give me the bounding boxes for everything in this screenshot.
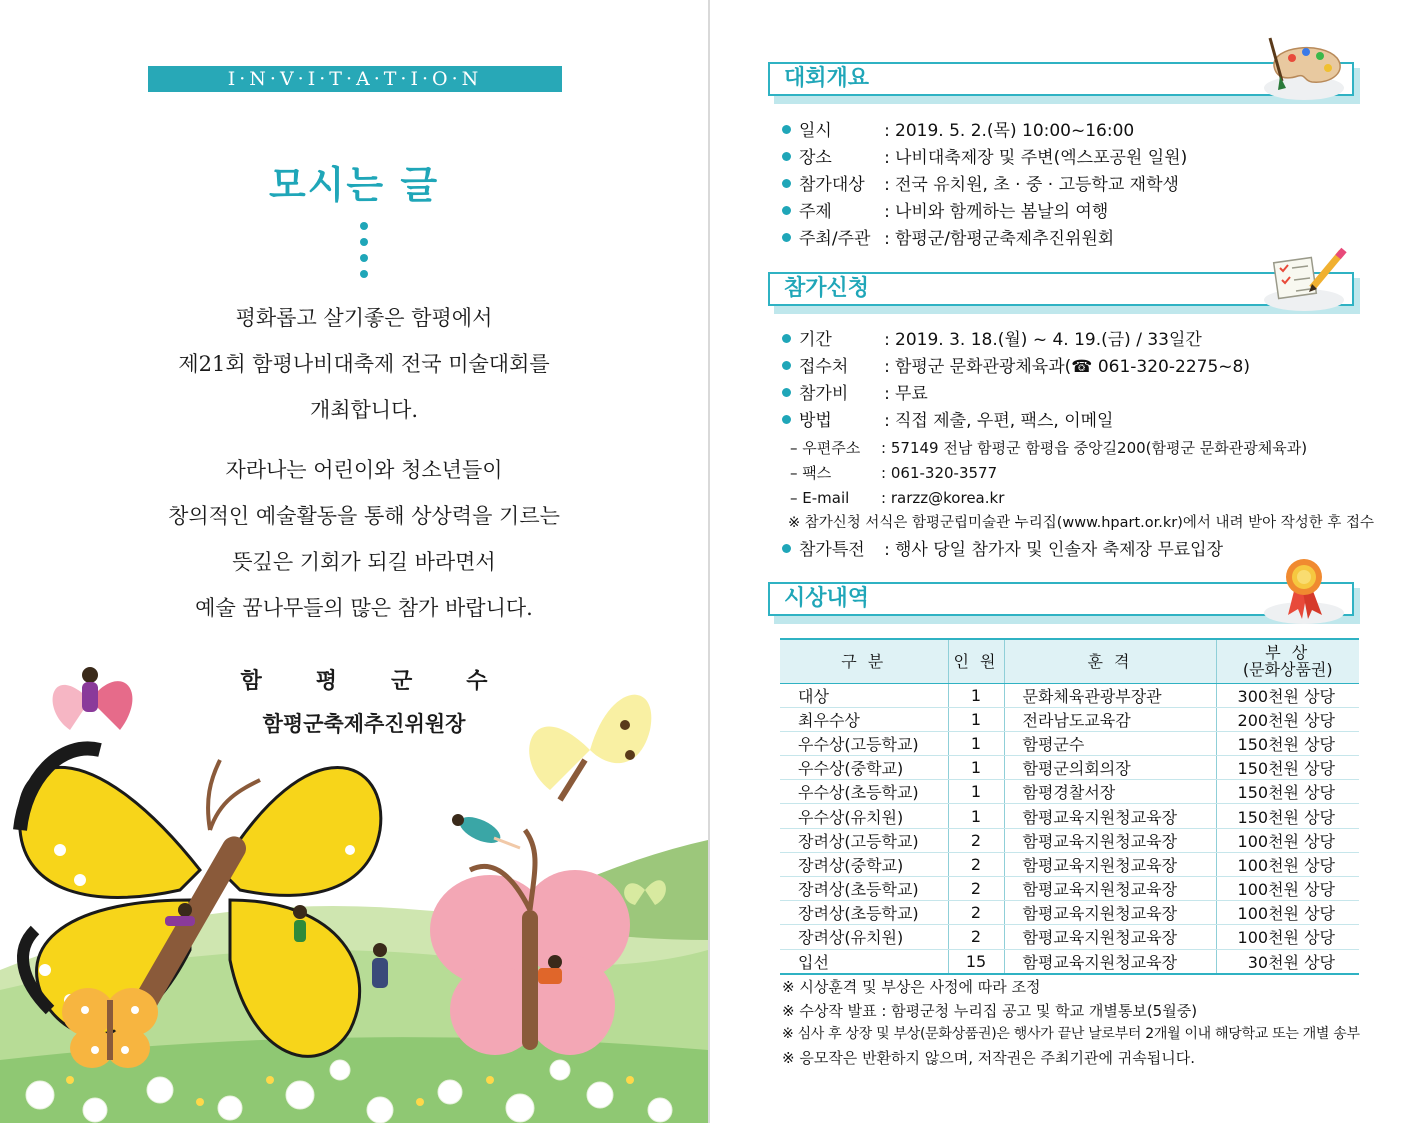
apply-item: 참가비 : 무료 [782,381,928,407]
item-label: 참가특전 [799,540,865,560]
item-value: 나비와 함께하는 봄날의 여행 [895,202,1109,222]
section-header-apply [768,272,1358,314]
header-prize [1216,639,1359,683]
cell-award: 함평교육지원청교육장 [1004,828,1216,852]
cell-category: 최우수상 [780,707,948,731]
sub-value: 57149 전남 함평군 함평읍 중앙길200(함평군 문화관광체육과) [890,439,1308,457]
table-row [780,901,1359,925]
pale-yellow-butterfly [529,695,651,800]
cell-prize: 150천원 상당 [1216,756,1359,780]
item-value: 2019. 3. 18.(월) ~ 4. 19.(금) / 33일간 [895,330,1202,350]
cell-count: 2 [948,828,1004,852]
cell-award: 함평교육지원청교육장 [1004,877,1216,901]
invitation-banner: I·N·V·I·T·A·T·I·O·N [148,66,562,92]
cell-category: 우수상(유치원) [780,804,948,828]
item-value: 함평군 문화관광체육과(☎ 061-320-2275~8) [895,357,1250,377]
cell-award: 함평군수 [1004,731,1216,755]
message-line: 예술 꿈나무들의 많은 참가 바랍니다. [195,596,533,620]
dot [360,238,368,246]
cell-count: 1 [948,707,1004,731]
message-line: 제21회 함평나비대축제 전국 미술대회를 [178,352,550,376]
table-row [780,925,1359,949]
cell-count: 1 [948,756,1004,780]
item-value: 직접 제출, 우편, 팩스, 이메일 [895,411,1114,431]
cell-count: 2 [948,925,1004,949]
message-line: 평화롭고 살기좋은 함평에서 [235,306,493,330]
cell-category: 장려상(고등학교) [780,828,948,852]
cell-count: 1 [948,731,1004,755]
table-row [780,780,1359,804]
title-dots [359,222,369,286]
item-label: 주최/주관 [799,229,871,249]
item-value: 무료 [895,384,928,404]
overview-item: 주제 : 나비와 함께하는 봄날의 여행 [782,199,1108,225]
cell-prize: 30천원 상당 [1216,949,1359,974]
award-notes [782,976,1382,1070]
cell-award: 함평교육지원청교육장 [1004,901,1216,925]
cell-count: 2 [948,852,1004,876]
note-line: ※ 시상훈격 및 부상은 사정에 따라 조정 [782,978,1041,996]
item-value: 나비대축제장 및 주변(엑스포공원 일원) [895,148,1188,168]
pink-butterfly-small [53,667,133,730]
cell-category: 우수상(고등학교) [780,731,948,755]
cell-prize: 100천원 상당 [1216,877,1359,901]
overview-item: 장소 : 나비대축제장 및 주변(엑스포공원 일원) [782,145,1187,171]
cell-award: 함평교육지원청교육장 [1004,852,1216,876]
table-row [780,707,1359,731]
table-header-row [780,639,1359,683]
message-line: 창의적인 예술활동을 통해 상상력을 기르는 [168,504,560,528]
item-label: 방법 [799,411,832,431]
cell-category: 장려상(중학교) [780,852,948,876]
item-label: 접수처 [799,357,849,377]
butterfly-meadow-illustration [0,640,708,1123]
apply-item: 기간 : 2019. 3. 18.(월) ~ 4. 19.(금) / 33일간 [782,327,1202,353]
pink-butterfly [430,830,630,1055]
cell-prize: 150천원 상당 [1216,731,1359,755]
item-value: 함평군/함평군축제추진위원회 [895,229,1115,249]
cell-category: 우수상(중학교) [780,756,948,780]
dot [360,254,368,262]
item-label: 참가비 [799,384,849,404]
cell-prize: 200천원 상당 [1216,707,1359,731]
item-value: 2019. 5. 2.(목) 10:00~16:00 [895,121,1135,141]
item-label: 참가대상 [799,175,865,195]
apply-sub-item: – 우편주소 : 57149 전남 함평군 함평읍 중앙길200(함평군 문화관광체육과) [790,436,1307,460]
cell-award: 문화체육관광부장관 [1004,683,1216,707]
note-line: ※ 응모작은 반환하지 않으며, 저작권은 주최기관에 귀속됩니다. [782,1048,1195,1067]
invitation-message [0,295,708,631]
dot [360,270,368,278]
cell-award: 함평경찰서장 [1004,780,1216,804]
table-row [780,949,1359,974]
cell-award: 함평군의회의장 [1004,756,1216,780]
cell-prize: 150천원 상당 [1216,780,1359,804]
cell-award: 함평교육지원청교육장 [1004,949,1216,974]
dot [360,222,368,230]
cell-prize: 100천원 상당 [1216,828,1359,852]
sub-label: 우편주소 [802,439,861,457]
overview-item: 참가대상 : 전국 유치원, 초 · 중 · 고등학교 재학생 [782,172,1179,198]
header-count: 인 원 [948,639,1004,683]
left-page [0,0,708,1123]
table-row [780,804,1359,828]
cell-count: 2 [948,901,1004,925]
item-label: 장소 [799,148,832,168]
palette-icon [1262,36,1352,106]
cell-count: 1 [948,804,1004,828]
table-row [780,852,1359,876]
header-award: 훈 격 [1004,639,1216,683]
orange-butterfly [62,988,158,1068]
header-category: 구 분 [780,639,948,683]
section-header-overview [768,62,1358,104]
cell-prize: 100천원 상당 [1216,901,1359,925]
cell-prize: 300천원 상당 [1216,683,1359,707]
item-value: 행사 당일 참가자 및 인솔자 축제장 무료입장 [895,540,1224,560]
item-label: 기간 [799,330,832,350]
message-line: 자라나는 어린이와 청소년들이 [225,458,503,482]
sub-value: 061-320-3577 [890,464,998,482]
checklist-pencil-icon [1262,246,1352,316]
note-line: ※ 심사 후 상장 및 부상(문화상품권)은 행사가 끝난 날로부터 2개월 이내 해당학교 또는 개별 송부 [782,1026,1360,1042]
apply-note: ※ 참가신청 서식은 함평군립미술관 누리집(www.hpart.or.kr)에서 내려 받아 작성한 후 접수 [788,515,1375,531]
note-line: ※ 수상작 발표 : 함평군청 누리집 공고 및 학교 개별통보(5월중) [782,1001,1198,1020]
cell-award: 전라남도교육감 [1004,707,1216,731]
cell-category: 장려상(초등학교) [780,877,948,901]
cell-category: 우수상(초등학교) [780,780,948,804]
apply-benefit: 참가특전 : 행사 당일 참가자 및 인솔자 축제장 무료입장 [782,537,1223,563]
cell-award: 함평교육지원청교육장 [1004,925,1216,949]
section-title: 참가신청 [784,276,870,301]
sub-label: E-mail [802,489,850,507]
cell-category: 장려상(유치원) [780,925,948,949]
cell-prize: 100천원 상당 [1216,925,1359,949]
page-title: 모시는 글 [268,163,440,207]
cell-award: 함평교육지원청교육장 [1004,804,1216,828]
item-label: 주제 [799,202,832,222]
cell-category: 입선 [780,949,948,974]
cell-count: 2 [948,877,1004,901]
table-row [780,683,1359,707]
medal-icon [1262,548,1352,628]
overview-item: 일시 : 2019. 5. 2.(목) 10:00~16:00 [782,118,1134,144]
cell-prize: 150천원 상당 [1216,804,1359,828]
header-prize-line1: 부 상 [1265,643,1311,663]
cell-category: 장려상(초등학교) [780,901,948,925]
cell-count: 15 [948,949,1004,974]
section-title: 대회개요 [784,66,870,91]
overview-item: 주최/주관 : 함평군/함평군축제추진위원회 [782,226,1114,252]
cell-category: 대상 [780,683,948,707]
cell-count: 1 [948,780,1004,804]
apply-item: 접수처 : 함평군 문화관광체육과(☎ 061-320-2275~8) [782,354,1250,380]
apply-sub-item: – 팩스 : 061-320-3577 [790,461,997,485]
item-label: 일시 [799,121,832,141]
table-row [780,756,1359,780]
flying-fairy [452,812,520,849]
sub-label: 팩스 [802,464,832,482]
award-table [780,638,1359,975]
item-value: 전국 유치원, 초 · 중 · 고등학교 재학생 [895,175,1179,195]
cell-prize: 100천원 상당 [1216,852,1359,876]
apply-item: 방법 : 직접 제출, 우편, 팩스, 이메일 [782,408,1113,434]
apply-sub-item: – E-mail : rarzz@korea.kr [790,486,1004,510]
message-line: 개최합니다. [309,398,419,422]
table-row [780,828,1359,852]
sub-value: rarzz@korea.kr [890,489,1005,507]
message-line: 뜻깊은 기회가 되길 바라면서 [232,550,496,574]
section-title: 시상내역 [784,586,870,611]
table-row [780,731,1359,755]
cell-count: 1 [948,683,1004,707]
section-header-awards [768,582,1358,624]
table-row [780,877,1359,901]
header-prize-line2: (문화상품권) [1242,660,1333,680]
signature-committee: 함평군축제추진위원장 [262,712,466,736]
page-fold [708,0,710,1123]
signature-governor: 함평군수 [240,669,542,694]
